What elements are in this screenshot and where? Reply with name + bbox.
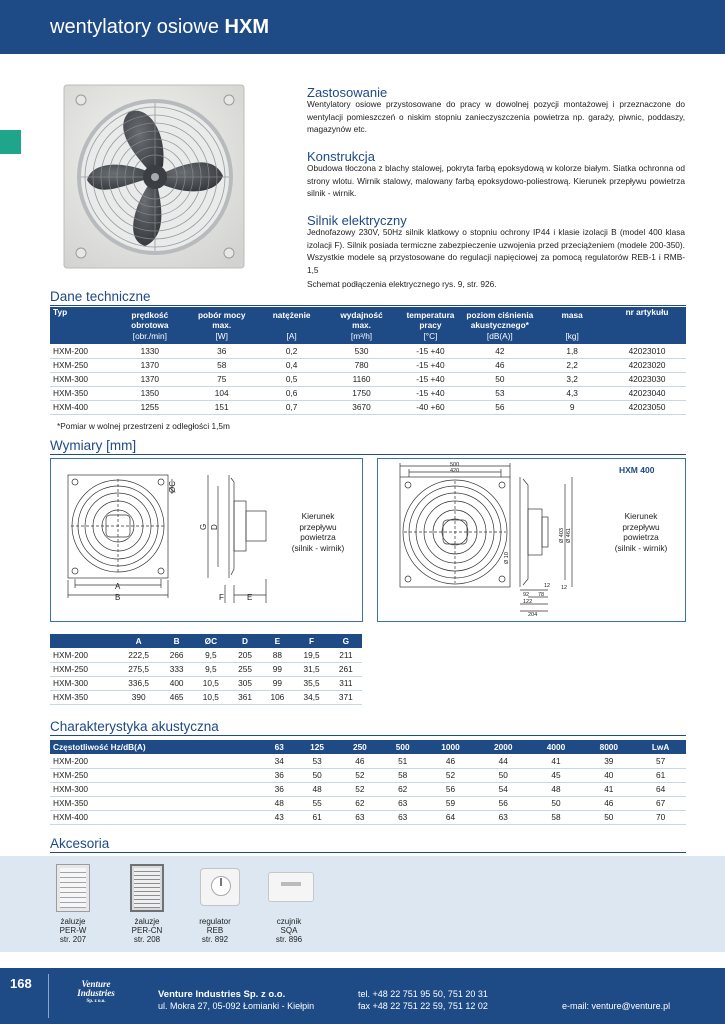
dim-92: 92: [523, 592, 530, 598]
silnik-text: Jednofazowy 230V, 50Hz silnik klatkowy o stopniu ochrony IP44 i klasie izolacji B (model 400 klasa izolacji F). Silnik posiada termiczne zabezpieczenie uzwojenia przed przeciążeniem (modele 200-350). Wszystkie modele są przystosowane do regulacji napięciowej za pomocą regulatorów REB-1 i RMB-1,5: [307, 227, 685, 275]
acoustic-row: [50, 796, 686, 810]
table-cell: 39: [604, 755, 614, 766]
table-cell: 1160: [352, 374, 371, 384]
table-cell: 56: [498, 798, 508, 808]
silnik-note: Schemat podłączenia elektrycznego rys. 9, str. 926.: [307, 279, 497, 289]
dim-letter-d: D: [210, 524, 219, 530]
table-cell: 53: [312, 755, 322, 766]
dim-500: 500: [450, 462, 460, 468]
table-cell: 50: [551, 798, 561, 808]
silnik-heading: Silnik elektryczny: [307, 213, 407, 228]
table-header-cell: 500: [395, 742, 410, 752]
table-cell: 9,5: [205, 664, 217, 674]
footer-divider: [48, 974, 49, 1018]
table-cell: -15 +40: [416, 345, 445, 356]
table-cell: 50: [498, 770, 508, 780]
tech-section-title: Dane techniczne: [50, 289, 151, 304]
table-cell: 3,2: [566, 374, 578, 384]
tech-header-cell: poziom ciśnienia akustycznego* [dB(A)]: [466, 309, 534, 341]
table-cell: 4,3: [566, 388, 578, 398]
acoustic-table: [50, 740, 686, 825]
table-cell: HXM-200: [53, 755, 89, 766]
table-cell: 42023010: [628, 345, 666, 356]
dim-12a: 12: [544, 583, 551, 589]
table-cell: 99: [272, 664, 282, 674]
acoustic-title-rule: [50, 735, 686, 736]
tech-row: [50, 386, 686, 400]
table-cell: 0,7: [285, 402, 298, 412]
table-cell: 2,2: [566, 360, 578, 370]
dims-section-title: Wymiary [mm]: [50, 438, 137, 453]
table-header-cell: 1000: [441, 742, 460, 752]
dim-420: 420: [450, 468, 460, 474]
title-light: wentylatory osiowe: [50, 16, 225, 38]
table-cell: HXM-350: [53, 798, 89, 808]
table-cell: 1,8: [566, 345, 578, 356]
table-cell: 9: [569, 402, 575, 412]
table-cell: 58: [551, 812, 561, 822]
company-email[interactable]: e-mail: venture@venture.pl: [562, 1001, 671, 1011]
table-cell: 42: [495, 345, 505, 356]
table-cell: 222,5: [128, 649, 150, 660]
tech-header-cell: prędkość obrotowa [obr./min]: [131, 309, 169, 341]
dims-title-rule: [50, 454, 686, 455]
table-cell: 67: [655, 798, 666, 808]
accessory-image-sqa: [268, 872, 314, 902]
table-cell: 46: [495, 360, 505, 370]
tech-footnote: *Pomiar w wolnej przestrzeni z odległości 1,5m: [57, 421, 230, 431]
accessories-band: [0, 856, 725, 952]
table-header-cell: ØC: [204, 636, 218, 646]
table-cell: 211: [339, 649, 353, 660]
page-title: [50, 16, 269, 39]
table-cell: 106: [270, 692, 285, 702]
table-cell: 275,5: [128, 664, 150, 674]
tech-header-cell: masa [kg]: [561, 309, 583, 341]
table-cell: HXM-400: [53, 812, 89, 822]
table-cell: 390: [131, 692, 146, 702]
table-cell: 50: [495, 374, 505, 384]
table-cell: 46: [445, 755, 456, 766]
konstrukcja-text: Obudowa tłoczona z blachy stalowej, pokryta farbą epoksydową w kolorze białym. Siatka ochronna od strony wlotu. Wirnik stalowy, malowany farbą epoksydowo-poliestrową. Kierunek przepływu powietrza silnik - wirnik.: [307, 163, 685, 199]
table-cell: 75: [217, 374, 227, 384]
table-cell: 70: [655, 812, 666, 822]
accessories-section-title: Akcesoria: [50, 836, 110, 851]
table-cell: 42023030: [628, 374, 666, 384]
table-header-cell: F: [309, 636, 315, 646]
zastosowanie-text: Wentylatory osiowe przystosowane do pracy w dowolnej pozycji montażowej i przeznaczone do wentylacji pomieszczeń o niskim stopniu zanieczyszczenia powietrza np. garaży, piwnic, poddaszy, magazynów etc.: [307, 99, 685, 135]
dim-12b: 12: [561, 585, 568, 591]
table-cell: HXM-300: [53, 374, 89, 384]
company-name: Venture Industries Sp. z o.o.: [158, 989, 286, 1000]
table-cell: 52: [445, 770, 456, 780]
table-cell: 42023040: [628, 388, 666, 398]
table-cell: 400: [169, 678, 184, 688]
dim-78: 78: [538, 592, 545, 598]
dims-row: [50, 690, 362, 704]
page-footer: [0, 968, 725, 1024]
page-number: 168: [10, 976, 32, 991]
table-cell: 88: [272, 649, 282, 660]
dim-letter-a: A: [115, 582, 121, 591]
zastosowanie-heading: Zastosowanie: [307, 85, 388, 100]
table-header-cell: 4000: [546, 742, 566, 752]
table-header-cell: LwA: [651, 742, 670, 752]
table-cell: -15 +40: [416, 360, 445, 370]
table-cell: 35,5: [303, 678, 320, 688]
dim-letter-c: ØC: [168, 481, 177, 493]
table-cell: 41: [604, 784, 614, 794]
table-cell: 64: [445, 812, 456, 822]
tech-header-cell: wydajność max. [m³/h]: [340, 309, 383, 341]
tech-row: [50, 358, 686, 372]
company-tel: tel. +48 22 751 95 50, 751 20 31: [358, 989, 488, 999]
table-header-cell: E: [274, 636, 281, 646]
dim-d10: Ø 10: [504, 552, 510, 564]
dims-row: [50, 648, 362, 662]
table-cell: 64: [655, 784, 666, 794]
table-cell: -15 +40: [416, 388, 445, 398]
table-cell: 50: [312, 770, 322, 780]
table-cell: 52: [355, 770, 365, 780]
accessory-image-per-w: [56, 864, 90, 912]
table-cell: 61: [655, 770, 666, 780]
table-cell: 1350: [140, 388, 160, 398]
table-cell: HXM-200: [53, 345, 89, 356]
table-cell: HXM-350: [53, 388, 89, 398]
tech-table: [50, 307, 686, 415]
table-header-cell: D: [242, 636, 249, 646]
side-tab-marker: [0, 130, 21, 154]
table-header-cell: 250: [352, 742, 367, 752]
tech-row: [50, 372, 686, 386]
table-cell: -40 +60: [416, 402, 445, 412]
table-cell: 63: [398, 812, 408, 822]
dims-table: [50, 634, 362, 705]
accessory-label: czujnik SQA str. 896: [275, 917, 303, 944]
table-cell: 62: [355, 798, 365, 808]
table-cell: 36: [217, 345, 227, 356]
accessory-image-reb: [200, 868, 240, 906]
table-cell: 31,5: [303, 664, 320, 674]
flow-direction-label-left: Kierunek przepływu powietrza (silnik - wirnik): [291, 511, 345, 553]
tech-header-cell: pobór mocy max. [W]: [197, 309, 246, 341]
table-cell: 58: [217, 360, 227, 370]
table-cell: 42023050: [628, 402, 666, 412]
table-cell: 40: [604, 770, 614, 780]
tech-header-cell: temperatura pracy [°C]: [406, 309, 455, 341]
hxm400-label: HXM 400: [619, 465, 655, 475]
table-cell: 0,5: [285, 374, 298, 384]
dim-d403: Ø 403: [559, 528, 565, 543]
table-cell: 9,5: [205, 649, 217, 660]
table-header-cell: 2000: [494, 742, 513, 752]
table-cell: 61: [312, 812, 322, 822]
table-cell: 99: [272, 678, 282, 688]
table-cell: 48: [312, 784, 322, 794]
table-cell: 55: [312, 798, 322, 808]
table-cell: 311: [339, 678, 353, 688]
dims-row: [50, 676, 362, 690]
table-header-cell: 63: [274, 742, 284, 752]
table-cell: 56: [445, 784, 456, 794]
accessory-label: żaluzje PER-CN str. 208: [131, 917, 163, 944]
table-header-cell: B: [173, 636, 180, 646]
flow-direction-label-right: Kierunek przepływu powietrza (silnik - wirnik): [614, 511, 668, 553]
tech-row: [50, 400, 686, 414]
tech-header-cell: Typ: [53, 307, 68, 317]
table-cell: HXM-200: [53, 649, 89, 660]
table-cell: 63: [355, 812, 365, 822]
table-cell: 53: [495, 388, 505, 398]
table-cell: 530: [354, 345, 369, 356]
table-header-cell: [50, 634, 117, 648]
dim-204: 204: [528, 612, 538, 618]
table-cell: 34: [274, 755, 284, 766]
dim-122: 122: [523, 599, 533, 605]
dim-d461: Ø 461: [566, 528, 572, 543]
accessory-label: regulator REB str. 892: [199, 917, 231, 944]
company-logo: Venture Industries Sp. z o.o.: [77, 979, 115, 1004]
table-cell: HXM-400: [53, 402, 89, 412]
table-cell: 1750: [352, 388, 371, 398]
table-cell: 19,5: [303, 649, 320, 660]
table-cell: 0,2: [285, 345, 298, 356]
accessories-title-rule: [50, 852, 686, 853]
table-cell: 780: [354, 360, 369, 370]
acoustic-table-wrap: [50, 740, 686, 825]
table-cell: 58: [398, 770, 408, 780]
table-cell: 57: [655, 755, 666, 766]
dims-row: [50, 662, 362, 676]
table-cell: 1330: [140, 345, 160, 356]
title-bold: HXM: [224, 16, 269, 38]
product-photo: [63, 84, 245, 269]
acoustic-header-row: [50, 740, 686, 754]
table-cell: 371: [338, 692, 353, 702]
dims-drawing-left: [50, 458, 363, 622]
table-header-cell: 8000: [599, 742, 619, 752]
table-cell: 10,5: [202, 678, 219, 688]
table-cell: 36: [274, 784, 284, 794]
table-cell: 50: [604, 812, 614, 822]
table-cell: 0,6: [285, 388, 298, 398]
table-cell: 42023020: [628, 360, 666, 370]
table-cell: 59: [445, 798, 456, 808]
acoustic-row: [50, 754, 686, 768]
tech-header-cell: natężenie [A]: [272, 309, 311, 341]
table-cell: 336,5: [128, 678, 150, 688]
acoustic-row: [50, 810, 686, 824]
table-cell: 255: [238, 664, 252, 674]
table-cell: 266: [169, 649, 184, 660]
konstrukcja-heading: Konstrukcja: [307, 149, 375, 164]
table-cell: 63: [398, 798, 408, 808]
table-cell: HXM-250: [53, 664, 89, 674]
table-cell: 54: [498, 784, 508, 794]
table-cell: 62: [398, 784, 408, 794]
tech-header-cell: nr artykułu: [625, 307, 669, 317]
dim-letter-e: E: [247, 593, 253, 602]
dims-header-row: [50, 634, 362, 648]
table-cell: 1255: [140, 402, 160, 412]
table-cell: HXM-250: [53, 360, 89, 370]
table-cell: 51: [398, 755, 408, 766]
table-cell: 3670: [352, 402, 371, 412]
table-cell: 44: [498, 755, 508, 766]
table-cell: 261: [338, 664, 353, 674]
table-cell: 46: [355, 755, 365, 766]
table-cell: 48: [551, 784, 561, 794]
tech-table-wrap: [50, 307, 686, 415]
table-cell: 34,5: [303, 692, 320, 702]
dim-letter-f: F: [219, 593, 224, 602]
table-cell: 43: [274, 812, 284, 822]
page-header: [0, 0, 725, 54]
accessory-image-per-cn: [130, 864, 164, 912]
dims-table-wrap: [50, 634, 362, 705]
table-cell: 333: [169, 664, 184, 674]
acoustic-row: [50, 768, 686, 782]
table-cell: 1370: [140, 374, 160, 384]
acoustic-section-title: Charakterystyka akustyczna: [50, 719, 219, 734]
table-cell: 45: [551, 770, 561, 780]
table-cell: 52: [355, 784, 365, 794]
company-address: ul. Mokra 27, 05-092 Łomianki - Kiełpin: [158, 1001, 315, 1011]
table-header-cell: G: [342, 636, 350, 646]
table-cell: 361: [238, 692, 252, 702]
table-header-cell: Częstotliwość Hz/dB(A): [53, 742, 146, 752]
tech-header-row: [50, 307, 686, 344]
table-cell: 0,4: [285, 360, 298, 370]
table-header-cell: 125: [310, 742, 324, 752]
table-cell: 48: [274, 798, 284, 808]
accessory-label: żaluzje PER-W str. 207: [59, 917, 87, 944]
tech-row: [50, 344, 686, 358]
table-cell: -15 +40: [416, 374, 445, 384]
table-cell: 63: [498, 812, 508, 822]
table-cell: 305: [238, 678, 252, 688]
acoustic-row: [50, 782, 686, 796]
table-cell: 151: [214, 402, 229, 412]
table-cell: 205: [238, 649, 252, 660]
table-cell: 36: [274, 770, 284, 780]
table-cell: HXM-250: [53, 770, 89, 780]
table-cell: 56: [495, 402, 505, 412]
company-fax: fax +48 22 751 22 59, 751 12 02: [358, 1001, 488, 1011]
table-cell: 104: [214, 388, 229, 398]
table-cell: HXM-350: [53, 692, 89, 702]
dim-letter-b: B: [115, 593, 121, 602]
table-cell: 1370: [140, 360, 160, 370]
table-cell: 41: [551, 755, 561, 766]
dims-drawing-right: [377, 458, 686, 622]
table-cell: 46: [604, 798, 614, 808]
table-cell: 465: [169, 692, 184, 702]
table-cell: HXM-300: [53, 784, 89, 794]
table-header-cell: A: [135, 636, 142, 646]
table-cell: HXM-300: [53, 678, 89, 688]
dim-letter-g: G: [199, 523, 208, 530]
tech-title-rule: [50, 305, 686, 306]
table-cell: 10,5: [202, 692, 219, 702]
